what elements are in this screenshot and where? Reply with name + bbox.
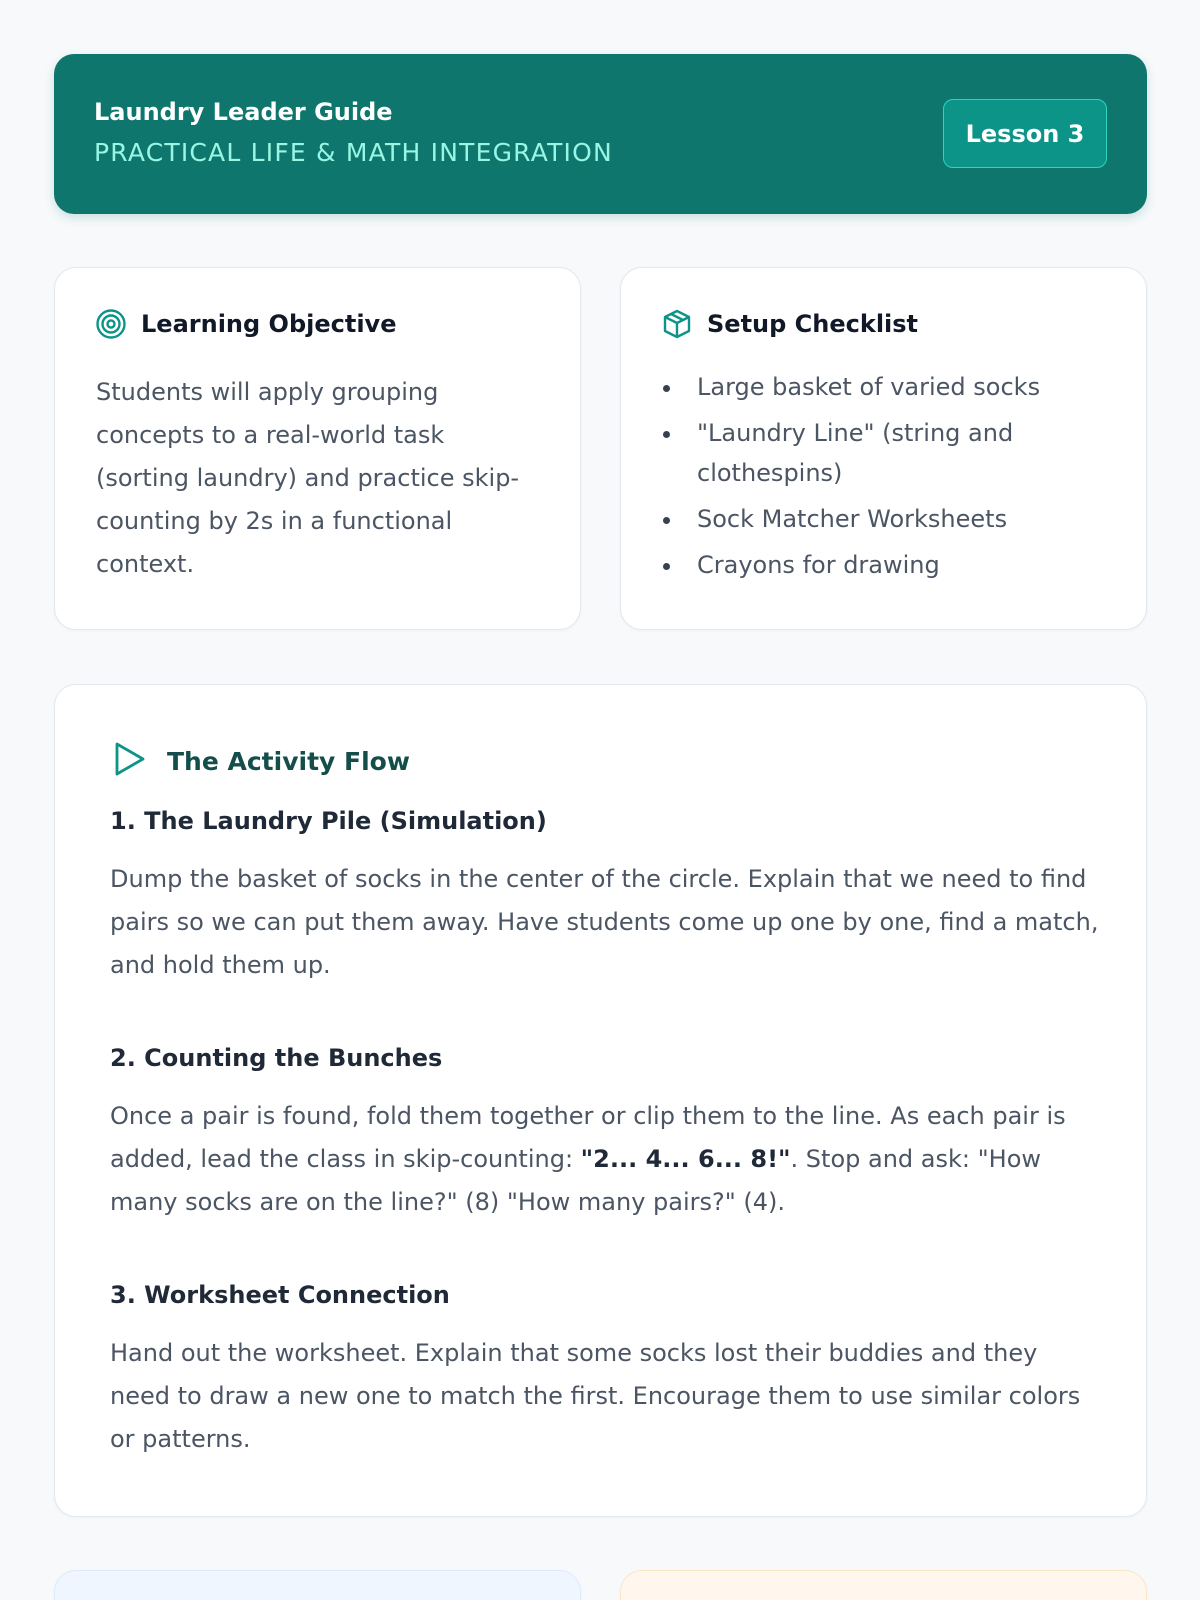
activity-flow-card <box>54 684 1147 1517</box>
activity-flow-title: The Activity Flow <box>167 746 410 776</box>
setup-checklist-card <box>620 267 1147 630</box>
step-body-text: Once a pair is found, fold them together or clip them to the line. As each pair is added, lead the class in skip-counting: <box>110 1102 1066 1173</box>
activity-flow-header <box>113 741 410 781</box>
step-body <box>110 1095 1100 1224</box>
list-item <box>661 413 1111 493</box>
setup-checklist-header <box>661 308 918 340</box>
step-body: Dump the basket of socks in the center of the circle. Explain that we need to find pairs so we can put them away. Have students come up one by one, find a match, and hold them up. <box>110 865 1099 979</box>
lesson-badge: Lesson 3 <box>943 99 1107 168</box>
step-title: 1. The Laundry Pile (Simulation) <box>110 807 547 835</box>
activity-step-1 <box>110 806 1100 987</box>
tips-card <box>54 1570 581 1600</box>
activity-step-3 <box>110 1280 1100 1461</box>
skip-count-phrase: "2... 4... 6... 8!" <box>580 1145 791 1173</box>
page-subtitle: PRACTICAL LIFE & MATH INTEGRATION <box>94 138 613 167</box>
list-item: Sock Matcher Worksheets <box>661 499 1111 539</box>
setup-checklist-title: Setup Checklist <box>707 310 919 338</box>
step-title: 2. Counting the Bunches <box>110 1044 443 1072</box>
setup-checklist-list <box>661 367 1111 591</box>
activity-step-2 <box>110 1043 1100 1224</box>
box-icon <box>661 308 693 340</box>
list-item: Crayons for drawing <box>661 545 1111 585</box>
target-icon <box>95 308 127 340</box>
step-body: Hand out the worksheet. Explain that some socks lost their buddies and they need to draw a new one to match the first. Encourage them to use similar colors or patterns. <box>110 1339 1081 1453</box>
step-title: 3. Worksheet Connection <box>110 1281 450 1309</box>
page-title: Laundry Leader Guide <box>94 98 393 126</box>
step-body-text: . Stop and ask: "How many socks are on the line?" (8) "How many pairs?" (4). <box>110 1145 1041 1216</box>
play-icon <box>113 741 147 781</box>
list-item-text: "Laundry Line" (string and clothespins) <box>697 419 1014 487</box>
list-item: Large basket of varied socks <box>661 367 1111 407</box>
learning-objective-card <box>54 267 581 630</box>
notes-card <box>620 1570 1147 1600</box>
learning-objective-header <box>95 308 396 340</box>
learning-objective-text: Students will apply grouping concepts to a real-world task (sorting laundry) and practice skip-counting by 2s in a functional context. <box>96 378 520 578</box>
learning-objective-title: Learning Objective <box>141 310 397 338</box>
page-header <box>54 54 1147 214</box>
